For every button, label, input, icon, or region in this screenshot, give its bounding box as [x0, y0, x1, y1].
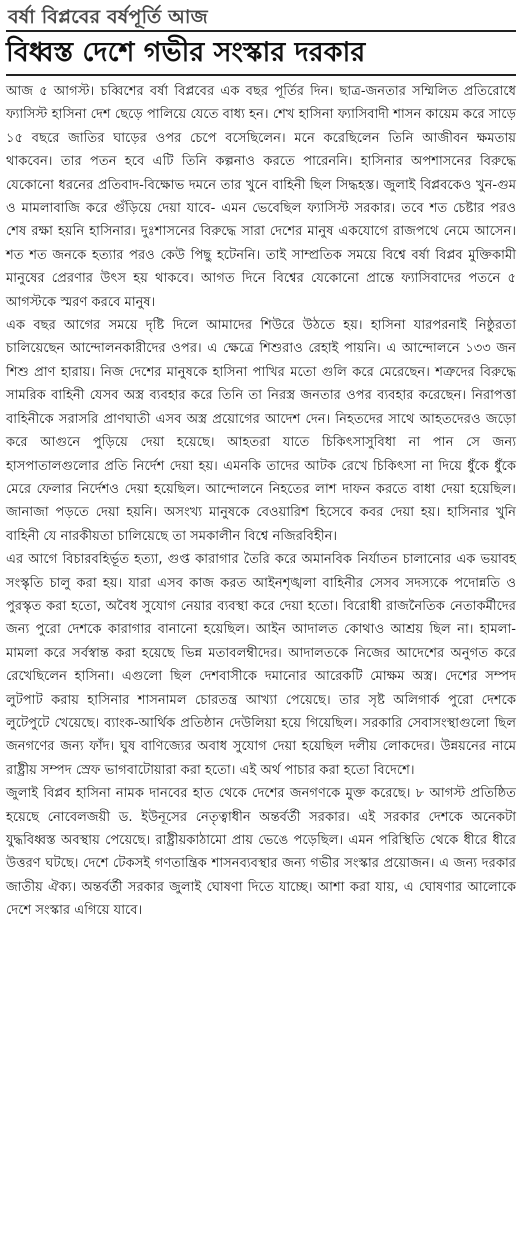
article-paragraph-3: এর আগে বিচারবহির্ভূত হত্যা, গুপ্ত কারাগার তৈরি করে অমানবিক নির্যাতন চালানোর এক ভয়াবহ সংস্কৃতি চালু করা হয়। যারা এসব কাজ করত আইনশৃঙ্খলা বাহিনীর সেসব সদস্যকে পদোন্নতি ও পুরস্কৃত করা হতো, অবৈধ সুযোগ নেয়ার ব্যবস্থা করে দেয়া হতো। বিরোধী রাজনৈতিক নেতাকর্মীদের জন্য পুরো দেশকে কারাগার বানানো হয়েছিল। আইন আদালত কোথাও আশ্রয় ছিল না। হামলা-মামলা করে সর্বস্বান্ত করা হয়েছে ভিন্ন মতাবলম্বীদের। আদালতকে নিজের আদেশের অনুগত করে রেখেছিলেন হাসিনা। এগুলো ছিল দেশবাসীকে দমানোর আরেকটি মোক্ষম অস্ত্র। দেশের সম্পদ লুটপাট করায় হাসিনার শাসনামল চোরতন্ত্র আখ্যা পেয়েছে। তার সৃষ্ট অলিগার্ক পুরো দেশকে লুটেপুটে খেয়েছে। ব্যাংক-আর্থিক প্রতিষ্ঠান দেউলিয়া হয়ে গিয়েছিল। সরকারি সেবাসংস্থাগুলো ছিল জনগণের জন্য ফাঁদ। ঘুষ বাণিজ্যের অবাধ সুযোগ দেয়া হয়েছিল দলীয় লোকদের। উন্নয়নের নামে রাষ্ট্রীয় সম্পদ স্রেফ ভাগবাটোয়ারা করা হতো। এই অর্থ পাচার করা হতো বিদেশে।: [6, 552, 516, 778]
article-paragraph-2: এক বছর আগের সময়ে দৃষ্টি দিলে আমাদের শিউরে উঠতে হয়। হাসিনা যারপরনাই নিষ্ঠুরতা চালিয়েছেন আন্দোলনকারীদের ওপর। এ ক্ষেত্রে শিশুরাও রেহাই পায়নি। এ আন্দোলনে ১৩৩ জন শিশু প্রাণ হারায়। নিজ দেশের মানুষকে হাসিনা পাখির মতো গুলি করে মেরেছেন। শত্রুদের বিরুদ্ধে সামরিক বাহিনী যেসব অস্ত্র ব্যবহার করে তিনি তা নিরস্ত্র জনতার ওপর ব্যবহার করেছেন। নিরাপত্তা বাহিনীকে সরাসরি প্রাণঘাতী এসব অস্ত্র প্রয়োগের আদেশ দেন। নিহতদের সাথে আহতদেরও জড়ো করে আগুনে পুড়িয়ে দেয়া হয়েছে। আহতরা যাতে চিকিৎসাসুবিধা না পান সে জন্য হাসপাতালগুলোর প্রতি নির্দেশ দেয়া হয়। এমনকি তাদের আটক রেখে চিকিৎসা না দিয়ে ধুঁকে ধুঁকে মেরে ফেলার নির্দেশও দেয়া হয়েছিল। আন্দোলনে নিহতের লাশ দাফন করতে বাধা দেয়া হয়েছিল। জানাজা পড়তে দেয়া হয়নি। অসংখ্য মানুষকে বেওয়ারিশ হিসেবে কবর দেয়া হয়। হাসিনার খুনি বাহিনী যে নারকীয়তা চালিয়েছে তা সমকালীন বিশ্বে নজিরবিহীন।: [6, 318, 516, 544]
article-paragraph-4: জুলাই বিপ্লব হাসিনা নামক দানবের হাত থেকে দেশের জনগণকে মুক্ত করেছে। ৮ আগস্ট প্রতিষ্ঠিত হয়েছে নোবেলজয়ী ড. ইউনূসের নেতৃত্বাধীন অন্তর্বর্তী সরকার। এই সরকার দেশকে অনেকটা যুদ্ধবিধ্বস্ত অবস্থায় পেয়েছে। রাষ্ট্রীয়কাঠামো প্রায় ভেঙে পড়েছিল। এমন পরিস্থিতি থেকে ধীরে ধীরে উত্তরণ ঘটছে। দেশে টেকসই গণতান্ত্রিক শাসনব্যবস্থার জন্য গভীর সংস্কার প্রয়োজন। এ জন্য দরকার জাতীয় ঐক্য। অন্তর্বর্তী সরকার জুলাই ঘোষণা দিতে যাচ্ছে। আশা করা যায়, এ ঘোষণার আলোকে দেশে সংস্কার এগিয়ে যাবে।: [6, 786, 516, 919]
article-paragraph-1: আজ ৫ আগস্ট। চব্বিশের বর্ষা বিপ্লবের এক বছর পূর্তির দিন। ছাত্র-জনতার সম্মিলিত প্রতিরোধে ফ্যাসিস্ট হাসিনা দেশ ছেড়ে পালিয়ে যেতে বাধ্য হন। শেখ হাসিনা ফ্যাসিবাদী শাসন কায়েম করে সাড়ে ১৫ বছরে জাতির ঘাড়ের ওপর চেপে বসেছিলেন। মনে করেছিলেন তিনি আজীবন ক্ষমতায় থাকবেন। তার পতন হবে এটি তিনি কল্পনাও করতে পারেননি। হাসিনার অপশাসনের বিরুদ্ধে যেকোনো ধরনের প্রতিবাদ-বিক্ষোভ দমনে তার খুনে বাহিনী ছিল সিদ্ধহস্ত। জুলাই বিপ্লবকেও খুন-গুম ও মামলাবাজি করে গুঁড়িয়ে দেয়া যাবে- এমন ভেবেছিল ফ্যাসিস্ট সরকার। তবে শত চেষ্টার পরও শেষ রক্ষা হয়নি হাসিনার। দুঃশাসনের বিরুদ্ধে সারা দেশের মানুষ একযোগে রাজপথে নেমে আসেন। শত শত জনকে হত্যার পরও কেউ পিছু হটেননি। তাই সাম্প্রতিক সময়ে বিশ্বে বর্ষা বিপ্লব মুক্তিকামী মানুষের প্রেরণার উৎস হয় থাকবে। আগত দিনে বিশ্বের যেকোনো প্রান্তে ফ্যাসিবাদের পতনে ৫ আগস্টকে স্মরণ করবে মানুষ।: [6, 84, 516, 310]
article-headline: বিধ্বস্ত দেশে গভীর সংস্কার দরকার: [6, 30, 516, 76]
article-kicker: বর্ষা বিপ্লবের বর্ষপূর্তি আজ: [8, 6, 208, 28]
editorial-article: [6, 0, 516, 923]
article-body: [6, 80, 516, 923]
